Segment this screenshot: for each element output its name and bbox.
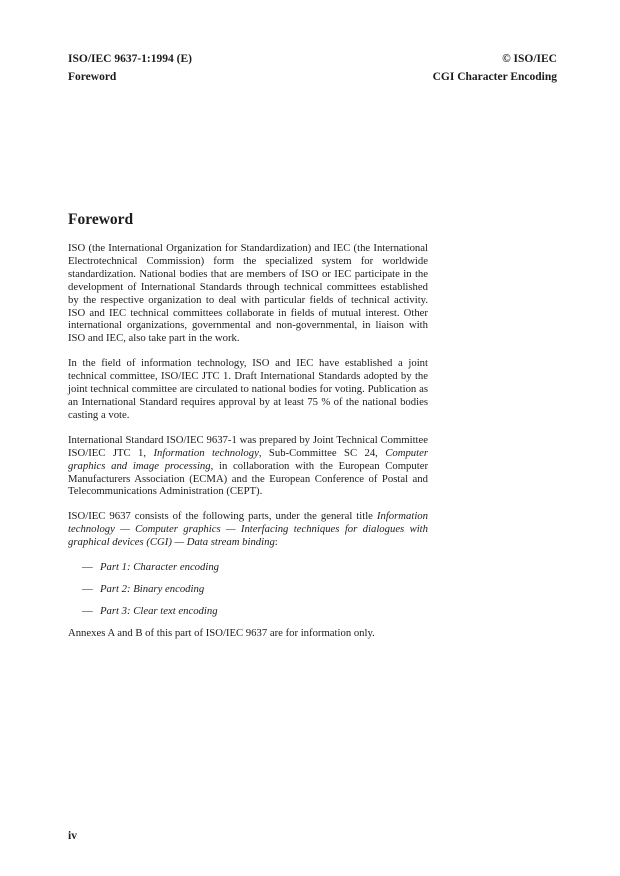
- header-right: [433, 50, 557, 86]
- section-name: Foreword: [68, 71, 117, 83]
- list-item-label: Part 3: Clear text encoding: [100, 605, 218, 618]
- document-reference: ISO/IEC 9637-1:1994 (E): [68, 53, 192, 65]
- document-subject: CGI Character Encoding: [432, 71, 557, 83]
- list-dash: —: [82, 561, 93, 574]
- list-item-label: Part 1: Character encoding: [100, 561, 220, 574]
- header-left: [68, 50, 192, 86]
- page-title: Foreword: [68, 211, 134, 228]
- annexes-note: Annexes A and B of this part of ISO/IEC 9637 are for information only.: [68, 627, 375, 640]
- list-dash: —: [82, 583, 93, 596]
- parts-list: [68, 561, 428, 618]
- paragraph-iso-iec-system: ISO (the International Organization for Standardization) and IEC (the International Electrotechnical Commission) form the specialized system for worldwide standardization. National bodies that are members of ISO or IEC participate in the development of International Standards through technical committees established by the respective organization to deal with particular fields of technical activity. ISO and IEC technical committees collaborate in fields of mutual interest. Other international organizations, governmental and non-governmental, in liaison with ISO and IEC, also take part in the work.: [68, 242, 428, 345]
- list-item-label: Part 2: Binary encoding: [100, 583, 205, 596]
- page-number: iv: [68, 830, 77, 842]
- list-dash: —: [82, 605, 93, 618]
- page-header: [68, 50, 557, 86]
- page-content: [68, 211, 428, 640]
- paragraph-jtc1-voting: In the field of information technology, ISO and IEC have established a joint technical committee, ISO/IEC JTC 1. Draft International Standards adopted by the joint technical committee are circulated to national bodies for voting. Publication as an International Standard requires approval by at least 75 % of the national bodies casting a vote.: [68, 357, 428, 421]
- list-item: [68, 583, 428, 596]
- paragraph-parts-intro: ISO/IEC 9637 consists of the following parts, under the general title Information technology — Computer graphics — Interfacing techniques for dialogues with graphical devices (CGI) — Data stream binding:: [68, 510, 428, 549]
- list-item: [68, 561, 428, 574]
- list-item: [68, 605, 428, 618]
- copyright-notice: © ISO/IEC: [502, 53, 557, 65]
- paragraph-prepared-by: International Standard ISO/IEC 9637-1 was prepared by Joint Technical Committee ISO/IEC JTC 1, Information technology, Sub-Committee SC 24, Computer graphics and image processing, in collaboration with the European Computer Manufacturers Association (ECMA) and the European Conference of Postal and Telecommunications Administration (CEPT).: [68, 433, 429, 498]
